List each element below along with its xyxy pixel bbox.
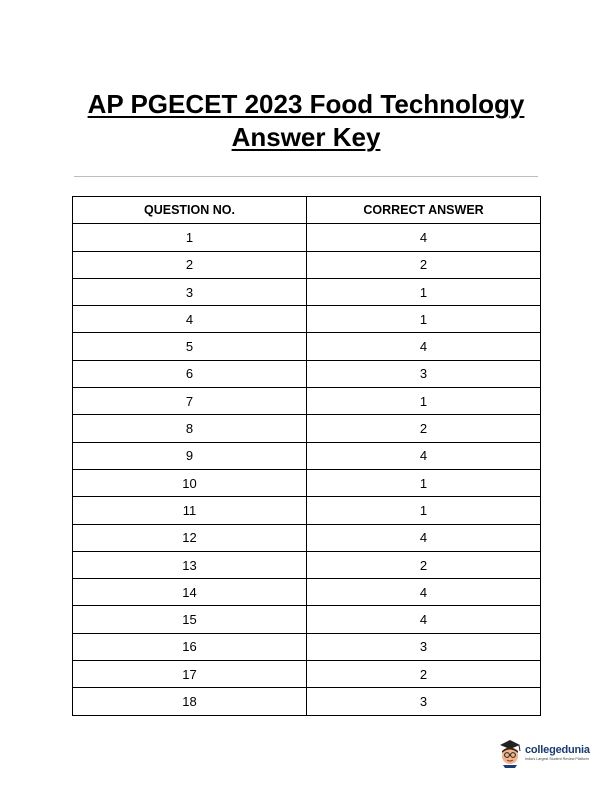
table-row	[73, 333, 541, 360]
correct-answer-cell: 4	[307, 579, 541, 606]
question-number-cell: 7	[73, 388, 307, 415]
title-line-1: AP PGECET 2023 Food Technology	[87, 89, 525, 119]
title-line-2: Answer Key	[231, 122, 381, 152]
correct-answer-cell: 2	[307, 415, 541, 442]
correct-answer-cell: 2	[307, 551, 541, 578]
question-number-cell: 3	[73, 278, 307, 305]
question-number-cell: 17	[73, 661, 307, 688]
table-row	[73, 469, 541, 496]
logo-name: collegedunia	[525, 743, 590, 756]
table-row	[73, 360, 541, 387]
table-row	[73, 551, 541, 578]
question-number-cell: 4	[73, 306, 307, 333]
table-row	[73, 442, 541, 469]
column-header-answer: CORRECT ANSWER	[307, 197, 541, 224]
answer-key-table	[72, 196, 541, 716]
correct-answer-cell: 4	[307, 224, 541, 251]
correct-answer-cell: 4	[307, 524, 541, 551]
table-row	[73, 306, 541, 333]
question-number-cell: 6	[73, 360, 307, 387]
correct-answer-cell: 1	[307, 388, 541, 415]
question-number-cell: 13	[73, 551, 307, 578]
page-title	[0, 88, 612, 154]
table-row	[73, 633, 541, 660]
table-row	[73, 278, 541, 305]
question-number-cell: 14	[73, 579, 307, 606]
question-number-cell: 2	[73, 251, 307, 278]
table-row	[73, 415, 541, 442]
table-row	[73, 251, 541, 278]
correct-answer-cell: 3	[307, 633, 541, 660]
correct-answer-cell: 1	[307, 469, 541, 496]
question-number-cell: 5	[73, 333, 307, 360]
table-row	[73, 497, 541, 524]
correct-answer-cell: 1	[307, 497, 541, 524]
table-header-row	[73, 197, 541, 224]
collegedunia-logo	[497, 738, 590, 768]
question-number-cell: 16	[73, 633, 307, 660]
table-row	[73, 688, 541, 715]
correct-answer-cell: 1	[307, 306, 541, 333]
question-number-cell: 11	[73, 497, 307, 524]
table-row	[73, 579, 541, 606]
question-number-cell: 9	[73, 442, 307, 469]
correct-answer-cell: 4	[307, 606, 541, 633]
question-number-cell: 1	[73, 224, 307, 251]
correct-answer-cell: 3	[307, 688, 541, 715]
table-row	[73, 606, 541, 633]
question-number-cell: 10	[73, 469, 307, 496]
question-number-cell: 18	[73, 688, 307, 715]
table-row	[73, 524, 541, 551]
table-row	[73, 388, 541, 415]
correct-answer-cell: 4	[307, 442, 541, 469]
question-number-cell: 8	[73, 415, 307, 442]
logo-tagline: India's Largest Student Review Platform	[525, 756, 589, 761]
table-row	[73, 661, 541, 688]
question-number-cell: 12	[73, 524, 307, 551]
column-header-question: QUESTION NO.	[73, 197, 307, 224]
correct-answer-cell: 2	[307, 251, 541, 278]
table-body	[73, 224, 541, 715]
correct-answer-cell: 1	[307, 278, 541, 305]
question-number-cell: 15	[73, 606, 307, 633]
table-row	[73, 224, 541, 251]
correct-answer-cell: 2	[307, 661, 541, 688]
correct-answer-cell: 4	[307, 333, 541, 360]
divider	[74, 176, 538, 177]
mascot-face-icon	[497, 738, 523, 768]
correct-answer-cell: 3	[307, 360, 541, 387]
